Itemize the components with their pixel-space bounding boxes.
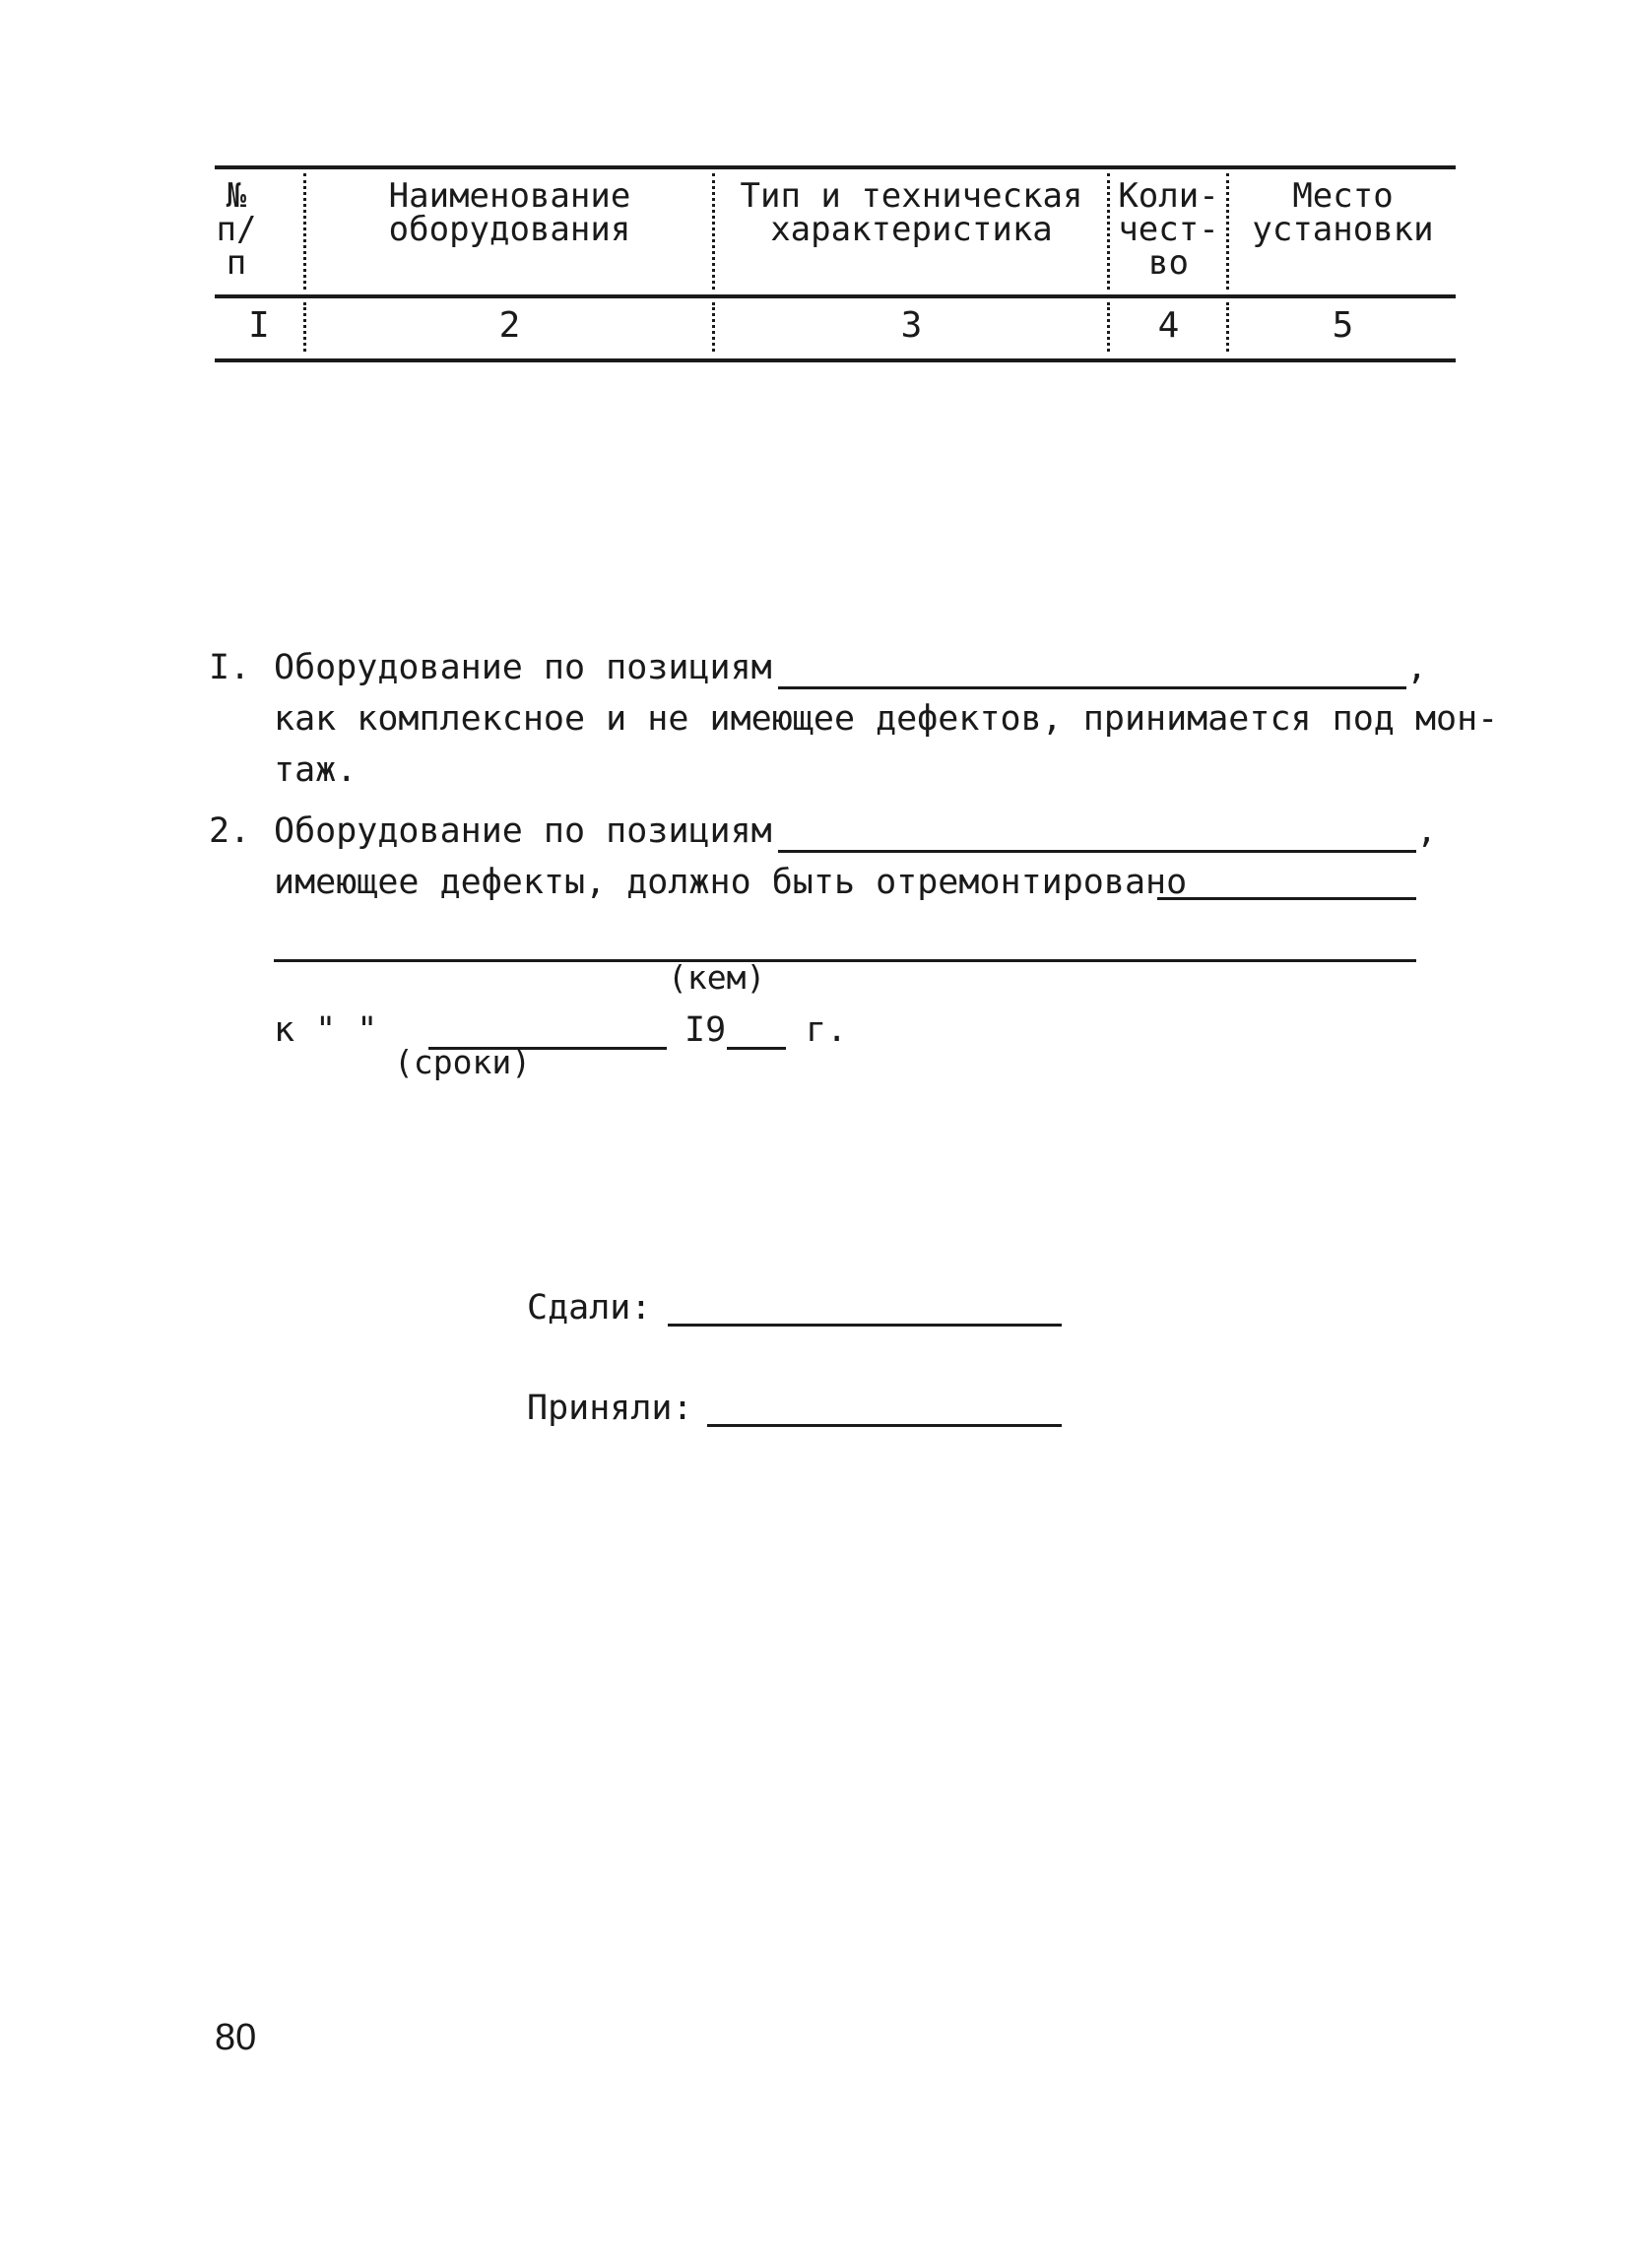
header-type-and-specs: Тип и техническая характеристика xyxy=(740,176,1083,249)
item-1-text-line-2: как комплексное и не имеющее дефектов, принимается под мон- xyxy=(274,699,1499,739)
column-divider xyxy=(303,173,306,290)
item-1-positions-field[interactable] xyxy=(778,686,1406,689)
column-divider xyxy=(1226,302,1229,352)
item-2-text-line-2: имеющее дефекты, должно быть отремонтировано xyxy=(274,863,1188,902)
table-top-rule xyxy=(215,165,1456,169)
column-divider xyxy=(1226,173,1229,290)
header-equipment-name: Наименование оборудования xyxy=(388,176,631,249)
item-1-text: Оборудование по позициям xyxy=(274,648,772,687)
handed-over-signature-field[interactable] xyxy=(668,1324,1062,1327)
handed-over-label: Сдали: xyxy=(527,1288,652,1328)
header-number: № п/п xyxy=(216,176,257,283)
item-1-text-line-3: таж. xyxy=(274,750,358,790)
table-header-rule xyxy=(215,294,1456,298)
column-number-4: 4 xyxy=(1157,305,1180,346)
column-divider xyxy=(712,302,715,352)
repair-field-start[interactable] xyxy=(1157,897,1416,900)
column-divider xyxy=(303,302,306,352)
page-number: 80 xyxy=(215,2017,257,2058)
item-1-marker: I. xyxy=(209,648,251,687)
date-prefix: к " " xyxy=(274,1010,378,1050)
table-bottom-rule xyxy=(215,358,1456,362)
item-1-comma: , xyxy=(1406,648,1428,687)
year-prefix: I9 xyxy=(684,1010,727,1050)
repair-by-whom-field[interactable] xyxy=(274,959,1416,962)
by-whom-caption: (кем) xyxy=(668,958,766,997)
item-2-comma: , xyxy=(1416,811,1438,851)
accepted-label: Приняли: xyxy=(527,1389,693,1428)
column-number-2: 2 xyxy=(498,305,521,346)
column-divider xyxy=(1107,302,1110,352)
header-installation-place: Место установки xyxy=(1252,176,1434,249)
column-number-5: 5 xyxy=(1332,305,1354,346)
deadline-caption: (сроки) xyxy=(394,1043,532,1081)
item-2-text: Оборудование по позициям xyxy=(274,811,772,851)
accepted-signature-field[interactable] xyxy=(707,1424,1062,1427)
column-number-1: I xyxy=(248,305,270,346)
column-divider xyxy=(712,173,715,290)
equipment-table xyxy=(215,165,1456,368)
item-2-marker: 2. xyxy=(209,811,251,851)
column-number-3: 3 xyxy=(900,305,923,346)
header-quantity: Коли- чест- во xyxy=(1118,176,1219,283)
year-suffix: г. xyxy=(806,1010,848,1050)
year-field[interactable] xyxy=(727,1047,786,1050)
item-2-positions-field[interactable] xyxy=(778,850,1416,853)
column-divider xyxy=(1107,173,1110,290)
